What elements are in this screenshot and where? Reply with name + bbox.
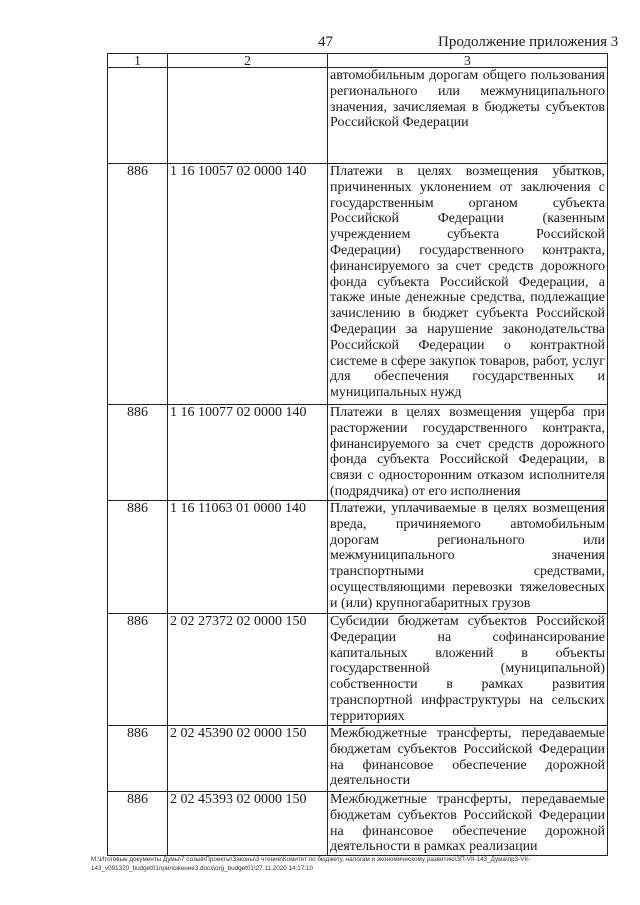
- table-row: [108, 501, 608, 614]
- budget-classification-code-cell: 2 02 45390 02 0000 150: [168, 726, 328, 792]
- table-row: [108, 614, 608, 726]
- table-header-row: [108, 54, 608, 68]
- description-cell: Платежи в целях возмещения ущерба при расторжении государственного контракта, финансируемого за счет средств дорожного фонда субъекта Российской Федерации, в связи с односторонним отказом исполнителя (подрядчика) от его исполнения: [328, 405, 608, 501]
- column-header-1: 1: [108, 54, 168, 68]
- description-cell: Межбюджетные трансферты, передаваемые бюджетам субъектов Российской Федерации на финансовое обеспечение дорожной деятельности: [328, 726, 608, 792]
- table-row: [108, 792, 608, 856]
- admin-code-cell: 886: [108, 164, 168, 405]
- column-header-3: 3: [328, 54, 608, 68]
- budget-codes-table: [107, 53, 608, 856]
- budget-classification-code-cell: [168, 68, 328, 164]
- description-cell: Субсидии бюджетам субъектов Российской Федерации на софинансирование капитальных вложений в объекты государственной (муниципальной) собственности в рамках развития транспортной инфраструктуры на сельских территориях: [328, 614, 608, 726]
- column-header-2: 2: [168, 54, 328, 68]
- budget-classification-code-cell: 2 02 27372 02 0000 150: [168, 614, 328, 726]
- description-cell: Платежи в целях возмещения убытков, причиненных уклонением от заключения с государственным органом субъекта Российской Федерации (казенным учреждением субъекта Российской Федерации) государственного контракта, финансируемого за счет средств дорожного фонда субъекта Российской Федерации, а также иные денежные средства, подлежащие зачислению в бюджет субъекта Российской Федерации за нарушение законодательства Российской Федерации о контрактной системе в сфере закупок товаров, работ, услуг для обеспечения государственных и муниципальных нужд: [328, 164, 608, 405]
- document-file-path-footer: M:\Итоговые документы Думы\7 созыв\Проекты\Законы\3 чтение\Комитет по бюджету, налогам и экономическому развитию\ЗП-VII-143_Дума\пр3-VII-143_v091320_budget01приложение3.docx\org_budget01\27.11.2020 14:17:10: [91, 856, 530, 872]
- budget-classification-code-cell: 1 16 10057 02 0000 140: [168, 164, 328, 405]
- budget-classification-code-cell: 2 02 45393 02 0000 150: [168, 792, 328, 856]
- admin-code-cell: [108, 68, 168, 164]
- budget-classification-code-cell: 1 16 10077 02 0000 140: [168, 405, 328, 501]
- table-row: [108, 164, 608, 405]
- admin-code-cell: 886: [108, 614, 168, 726]
- admin-code-cell: 886: [108, 726, 168, 792]
- table-row: [108, 405, 608, 501]
- admin-code-cell: 886: [108, 792, 168, 856]
- admin-code-cell: 886: [108, 405, 168, 501]
- table-row: [108, 68, 608, 164]
- description-cell: Межбюджетные трансферты, передаваемые бюджетам субъектов Российской Федерации на финансовое обеспечение дорожной деятельности в рамках реализации: [328, 792, 608, 856]
- description-cell: автомобильным дорогам общего пользования регионального или межмуниципального значения, зачисляемая в бюджеты субъектов Российской Федерации: [328, 68, 608, 164]
- page-number: 47: [318, 34, 333, 50]
- description-cell: Платежи, уплачиваемые в целях возмещения вреда, причиняемого автомобильным дорогам регионального или межмуниципального значения транспортными средствами, осуществляющими перевозки тяжеловесных и (или) крупногабаритных грузов: [328, 501, 608, 614]
- table-row: [108, 726, 608, 792]
- budget-classification-code-cell: 1 16 11063 01 0000 140: [168, 501, 328, 614]
- appendix-continuation-label: Продолжение приложения 3: [438, 34, 619, 50]
- admin-code-cell: 886: [108, 501, 168, 614]
